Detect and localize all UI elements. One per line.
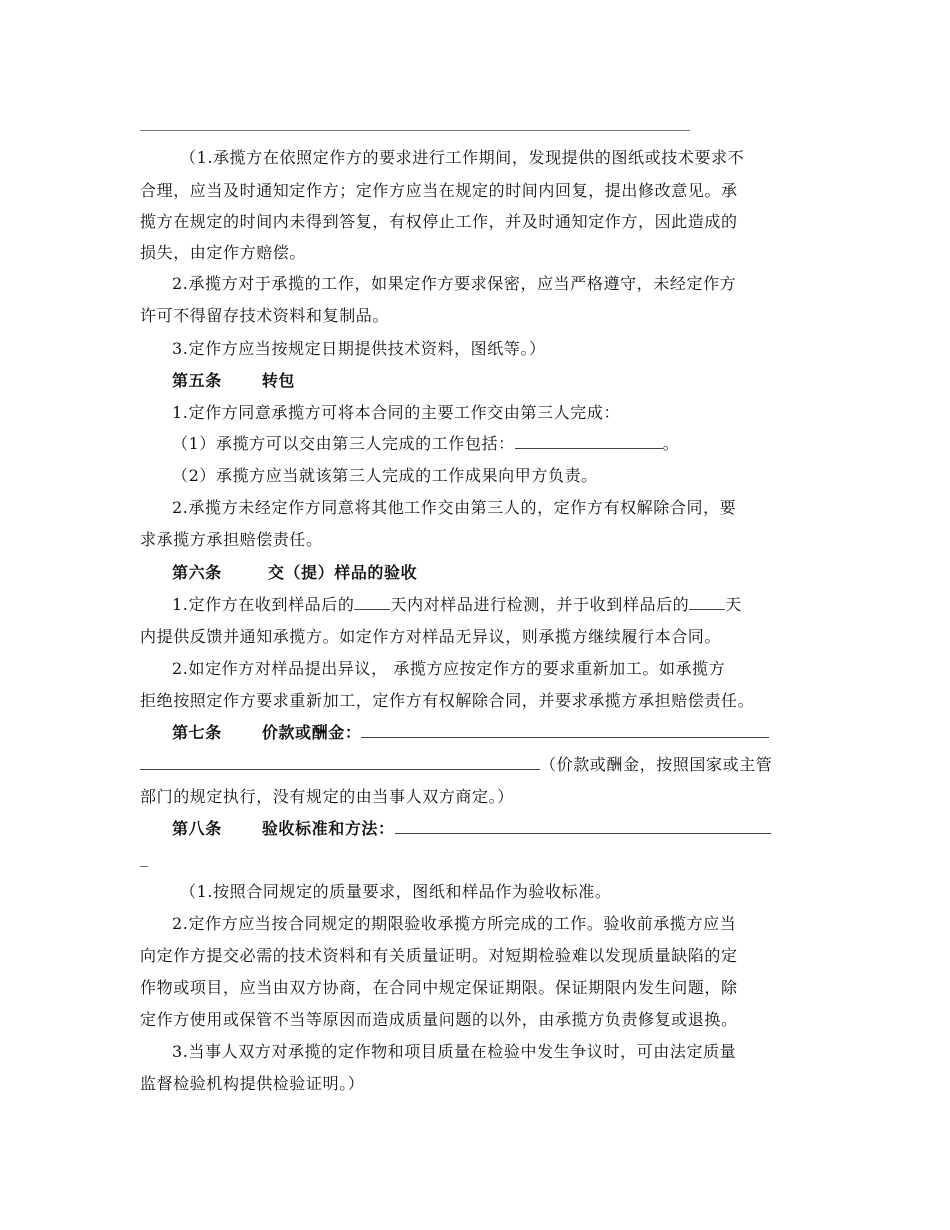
article-number: 第七条: [172, 723, 222, 742]
text-line: _: [140, 848, 149, 867]
text-line: 2.承揽方未经定作方同意将其他工作交由第三人的，定作方有权解除合同，要: [172, 498, 737, 517]
text-line: 揽方在规定的时间内未得到答复，有权停止工作，并及时通知定作方，因此造成的: [140, 212, 738, 231]
text-line: 3.当事人双方对承揽的定作物和项目质量在检验中发生争议时，可由法定质量: [172, 1042, 737, 1061]
text-fragment: 。: [662, 434, 680, 453]
fill-in-blank: [361, 723, 769, 738]
text-line: 损失，由定作方赔偿。: [140, 243, 307, 262]
top-rule: [140, 130, 690, 131]
text-line: 1.定作方同意承揽方可将本合同的主要工作交由第三人完成：: [172, 403, 621, 422]
text-line: 定作方使用或保管不当等原因而造成质量问题的以外，由承揽方负责修复或退换。: [140, 1010, 738, 1029]
text-line: 作物或项目，应当由双方协商，在合同中规定保证期限。保证期限内发生问题，除: [140, 978, 738, 997]
article-title: 验收标准和方法：: [261, 819, 395, 838]
article-number: 第六条: [172, 563, 222, 582]
text-line: [172, 434, 679, 454]
text-line: 2.定作方应当按合同规定的期限验收承揽方所完成的工作。验收前承揽方应当: [172, 914, 737, 933]
text-line: （1.承揽方在依照定作方的要求进行工作期间，发现提供的图纸或技术要求不: [180, 148, 745, 167]
text-line: [172, 595, 742, 615]
article-title: 价款或酬金：: [261, 723, 362, 742]
text-line: 求承揽方承担赔偿责任。: [140, 530, 323, 549]
text-line: （1.按照合同规定的质量要求，图纸和样品作为验收标准。: [180, 882, 612, 901]
fill-in-blank: [354, 595, 390, 610]
text-line: （2）承揽方应当就该第三人完成的工作成果向甲方负责。: [172, 466, 598, 485]
text-line: 监督检验机构提供检验证明。）: [140, 1074, 365, 1093]
article-5-heading: [172, 371, 295, 391]
article-title: 交（提）样品的验收: [267, 563, 418, 582]
text-line: 合理，应当及时通知定作方；定作方应当在规定的时间内回复，提出修改意见。承: [140, 181, 738, 200]
article-title: 转包: [261, 371, 296, 390]
text-fragment: 天: [725, 595, 742, 614]
text-line: 内提供反馈并通知承揽方。如定作方对样品无异议，则承揽方继续履行本合同。: [140, 627, 722, 646]
article-number: 第五条: [172, 371, 222, 390]
text-line: 向定作方提交必需的技术资料和有关质量证明。对短期检验难以发现质量缺陷的定: [140, 946, 738, 965]
article-6-heading: [172, 563, 417, 583]
article-7-heading: [172, 723, 769, 743]
text-line: 2.承揽方对于承揽的工作，如果定作方要求保密，应当严格遵守，未经定作方: [172, 274, 737, 293]
text-fragment: （价款或酬金，按照国家或主管: [540, 755, 773, 774]
text-fragment: 1.定作方在收到样品后的: [172, 595, 355, 614]
article-8-heading: [172, 819, 771, 839]
text-line: 3.定作方应当按规定日期提供技术资料，图纸等。）: [172, 339, 546, 358]
text-line: 拒绝按照定作方要求重新加工，定作方有权解除合同，并要求承揽方承担赔偿责任。: [140, 691, 755, 710]
fill-in-blank: [140, 755, 540, 770]
text-line: [140, 755, 772, 775]
article-number: 第八条: [172, 819, 222, 838]
text-line: 部门的规定执行，没有规定的由当事人双方商定。）: [140, 787, 514, 806]
fill-in-blank: [689, 595, 725, 610]
text-fragment: 天内对样品进行检测，并于收到样品后的: [390, 595, 690, 614]
text-line: 许可不得留存技术资料和复制品。: [140, 306, 390, 325]
fill-in-blank: [515, 434, 663, 449]
fill-in-blank: [395, 819, 771, 834]
text-fragment: （1）承揽方可以交由第三人完成的工作包括：: [172, 434, 515, 453]
text-line: 2.如定作方对样品提出异议， 承揽方应按定作方的要求重新加工。如承揽方: [172, 659, 726, 678]
